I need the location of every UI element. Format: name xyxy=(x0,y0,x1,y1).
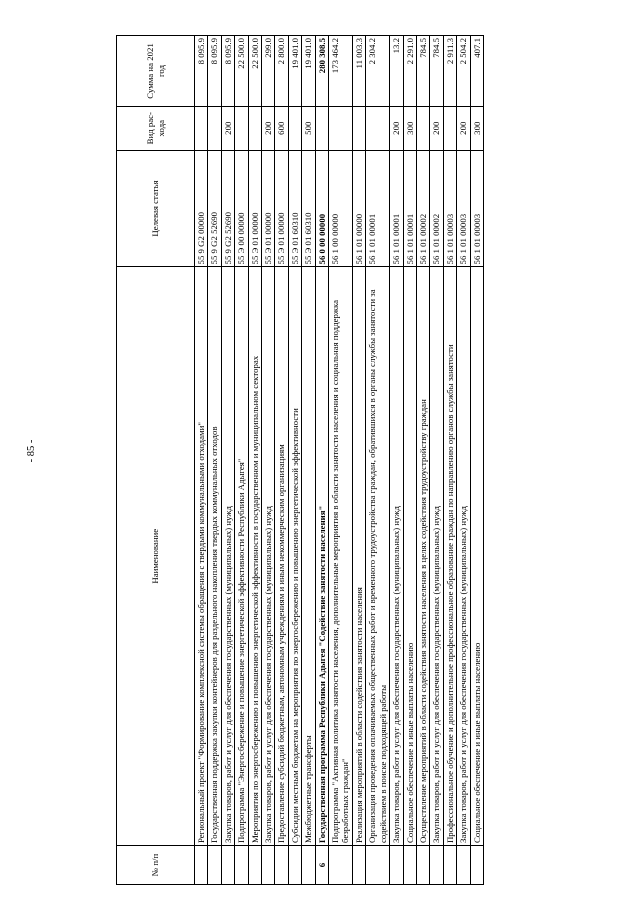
row-num-cell xyxy=(302,846,315,885)
row-expense-type-cell xyxy=(443,106,456,150)
header-name: Наименование xyxy=(117,267,195,846)
row-num-cell xyxy=(275,846,288,885)
table-row xyxy=(288,36,301,885)
table-body xyxy=(195,36,484,885)
table-row xyxy=(403,36,416,885)
row-num-cell xyxy=(288,846,301,885)
row-target-item-cell: 55 Э 00 00000 xyxy=(235,150,248,267)
row-num-cell xyxy=(208,846,221,885)
table-row xyxy=(235,36,248,885)
row-target-item-cell: 56 0 00 00000 xyxy=(315,150,328,267)
row-num-cell xyxy=(430,846,443,885)
row-expense-type-cell xyxy=(315,106,328,150)
table-row xyxy=(221,36,234,885)
row-expense-type-cell xyxy=(329,106,353,150)
budget-table xyxy=(116,35,484,885)
row-target-item-cell: 56 1 01 00003 xyxy=(443,150,456,267)
row-sum-cell: 280 308.5 xyxy=(315,36,328,107)
header-target-item: Целевая статья xyxy=(117,150,195,267)
header-num: № п/п xyxy=(117,846,195,885)
row-target-item-cell: 56 1 01 00001 xyxy=(390,150,403,267)
table-row xyxy=(248,36,261,885)
row-num-cell xyxy=(457,846,470,885)
row-sum-cell: 8 095.9 xyxy=(195,36,208,107)
table-header-row xyxy=(117,36,195,885)
row-name-cell: Подпрограмма "Активная политика занятости населения, дополнительные мероприятия в области занятости населения и социальная поддержка безработных граждан" xyxy=(329,267,353,846)
row-num-cell xyxy=(195,846,208,885)
row-expense-type-cell xyxy=(195,106,208,150)
row-sum-cell: 299.0 xyxy=(262,36,275,107)
row-expense-type-cell xyxy=(352,106,365,150)
row-expense-type-cell: 200 xyxy=(390,106,403,150)
row-num-cell xyxy=(403,846,416,885)
row-num-cell xyxy=(235,846,248,885)
row-name-cell: Подпрограмма "Энергосбережение и повышение энергетической эффективности Республики Адыгея" xyxy=(235,267,248,846)
header-expense-type: Вид рас-хода xyxy=(117,106,195,150)
row-num-cell xyxy=(221,846,234,885)
row-target-item-cell: 56 1 01 00001 xyxy=(403,150,416,267)
row-num-cell xyxy=(470,846,483,885)
row-sum-cell: 13.2 xyxy=(390,36,403,107)
row-num-cell xyxy=(248,846,261,885)
table-row xyxy=(315,36,328,885)
table-container xyxy=(116,35,640,885)
row-sum-cell: 407.1 xyxy=(470,36,483,107)
row-name-cell: Региональный проект "Формирование комплексной системы обращения с твердыми коммунальными отходами" xyxy=(195,267,208,846)
row-sum-cell: 8 095.9 xyxy=(208,36,221,107)
row-name-cell: Закупка товаров, работ и услуг для обеспечения государственных (муниципальных) нужд xyxy=(221,267,234,846)
row-num-cell: 6 xyxy=(315,846,328,885)
row-name-cell: Мероприятия по энергосбережению и повышению энергетической эффективности в государственном и муниципальном секторах xyxy=(248,267,261,846)
row-sum-cell: 784.5 xyxy=(430,36,443,107)
row-expense-type-cell: 600 xyxy=(275,106,288,150)
row-target-item-cell: 56 1 01 00003 xyxy=(457,150,470,267)
row-sum-cell: 11 003.3 xyxy=(352,36,365,107)
row-name-cell: Государственная поддержка закупки контейнеров для раздельного накопления твердых коммунальных отходов xyxy=(208,267,221,846)
row-name-cell: Межбюджетные трансферты xyxy=(302,267,315,846)
row-num-cell xyxy=(416,846,429,885)
row-name-cell: Социальное обеспечение и иные выплаты населению xyxy=(470,267,483,846)
header-sum-2021: Сумма на 2021 год xyxy=(117,36,195,107)
row-expense-type-cell xyxy=(366,106,390,150)
row-sum-cell: 19 401.0 xyxy=(302,36,315,107)
table-row xyxy=(457,36,470,885)
row-expense-type-cell xyxy=(248,106,261,150)
table-row xyxy=(302,36,315,885)
row-target-item-cell: 56 1 01 00000 xyxy=(352,150,365,267)
row-num-cell xyxy=(352,846,365,885)
table-row xyxy=(470,36,483,885)
page-number: - 85 - xyxy=(26,439,37,463)
row-target-item-cell: 55 9 G2 52690 xyxy=(221,150,234,267)
table-row xyxy=(195,36,208,885)
row-target-item-cell: 55 Э 01 00000 xyxy=(248,150,261,267)
row-name-cell: Социальное обеспечение и иные выплаты населению xyxy=(403,267,416,846)
table-row xyxy=(352,36,365,885)
row-name-cell: Реализация мероприятий в области содействия занятости населения xyxy=(352,267,365,846)
row-sum-cell: 2 911.3 xyxy=(443,36,456,107)
table-row xyxy=(390,36,403,885)
row-sum-cell: 8 095.9 xyxy=(221,36,234,107)
row-sum-cell: 19 401.0 xyxy=(288,36,301,107)
row-expense-type-cell xyxy=(416,106,429,150)
row-name-cell: Государственная программа Республики Адыгея "Содействие занятости населения" xyxy=(315,267,328,846)
row-target-item-cell: 56 1 01 00002 xyxy=(416,150,429,267)
row-expense-type-cell: 200 xyxy=(457,106,470,150)
row-target-item-cell: 56 1 01 00001 xyxy=(366,150,390,267)
table-row xyxy=(262,36,275,885)
row-expense-type-cell xyxy=(288,106,301,150)
row-target-item-cell: 55 Э 01 60310 xyxy=(302,150,315,267)
row-target-item-cell: 55 9 G2 52690 xyxy=(208,150,221,267)
row-target-item-cell: 55 9 G2 00000 xyxy=(195,150,208,267)
row-num-cell xyxy=(262,846,275,885)
row-expense-type-cell: 200 xyxy=(430,106,443,150)
row-num-cell xyxy=(366,846,390,885)
row-sum-cell: 2 800.0 xyxy=(275,36,288,107)
row-sum-cell: 2 504.2 xyxy=(457,36,470,107)
row-expense-type-cell: 300 xyxy=(470,106,483,150)
row-name-cell: Закупка товаров, работ и услуг для обеспечения государственных (муниципальных) нужд xyxy=(457,267,470,846)
row-name-cell: Закупка товаров, работ и услуг для обеспечения государственных (муниципальных) нужд xyxy=(390,267,403,846)
table-row xyxy=(329,36,353,885)
row-name-cell: Предоставление субсидий бюджетным, автономным учреждениям и иным некоммерческим организациям xyxy=(275,267,288,846)
row-sum-cell: 173 464.2 xyxy=(329,36,353,107)
row-target-item-cell: 56 1 00 00000 xyxy=(329,150,353,267)
table-row xyxy=(430,36,443,885)
row-name-cell: Профессиональное обучение и дополнительное профессиональное образование граждан по направлению органов службы занятости xyxy=(443,267,456,846)
table-row xyxy=(366,36,390,885)
table-row xyxy=(443,36,456,885)
row-sum-cell: 22 500.0 xyxy=(235,36,248,107)
row-expense-type-cell: 200 xyxy=(221,106,234,150)
row-target-item-cell: 55 Э 01 60310 xyxy=(288,150,301,267)
row-sum-cell: 784.5 xyxy=(416,36,429,107)
row-target-item-cell: 55 Э 01 00000 xyxy=(262,150,275,267)
row-target-item-cell: 56 1 01 00002 xyxy=(430,150,443,267)
row-expense-type-cell xyxy=(235,106,248,150)
row-name-cell: Субсидии местным бюджетам на мероприятия по энергосбережению и повышению энергетической эффективности xyxy=(288,267,301,846)
row-num-cell xyxy=(329,846,353,885)
row-expense-type-cell: 500 xyxy=(302,106,315,150)
table-row xyxy=(275,36,288,885)
row-sum-cell: 2 304.2 xyxy=(366,36,390,107)
row-sum-cell: 2 291.0 xyxy=(403,36,416,107)
row-name-cell: Закупка товаров, работ и услуг для обеспечения государственных (муниципальных) нужд xyxy=(262,267,275,846)
row-sum-cell: 22 500.0 xyxy=(248,36,261,107)
row-target-item-cell: 56 1 01 00003 xyxy=(470,150,483,267)
row-num-cell xyxy=(443,846,456,885)
row-expense-type-cell: 300 xyxy=(403,106,416,150)
row-name-cell: Организация проведения оплачиваемых общественных работ и временного трудоустройства граждан, обратившихся в органы службы занятости за содействием в поиске подходящей работы xyxy=(366,267,390,846)
row-expense-type-cell: 200 xyxy=(262,106,275,150)
table-row xyxy=(416,36,429,885)
table-row xyxy=(208,36,221,885)
row-target-item-cell: 55 Э 01 00000 xyxy=(275,150,288,267)
row-name-cell: Осуществление мероприятий в области содействия занятости населения в целях содействия трудоустройству граждан xyxy=(416,267,429,846)
row-expense-type-cell xyxy=(208,106,221,150)
row-num-cell xyxy=(390,846,403,885)
row-name-cell: Закупка товаров, работ и услуг для обеспечения государственных (муниципальных) нужд xyxy=(430,267,443,846)
